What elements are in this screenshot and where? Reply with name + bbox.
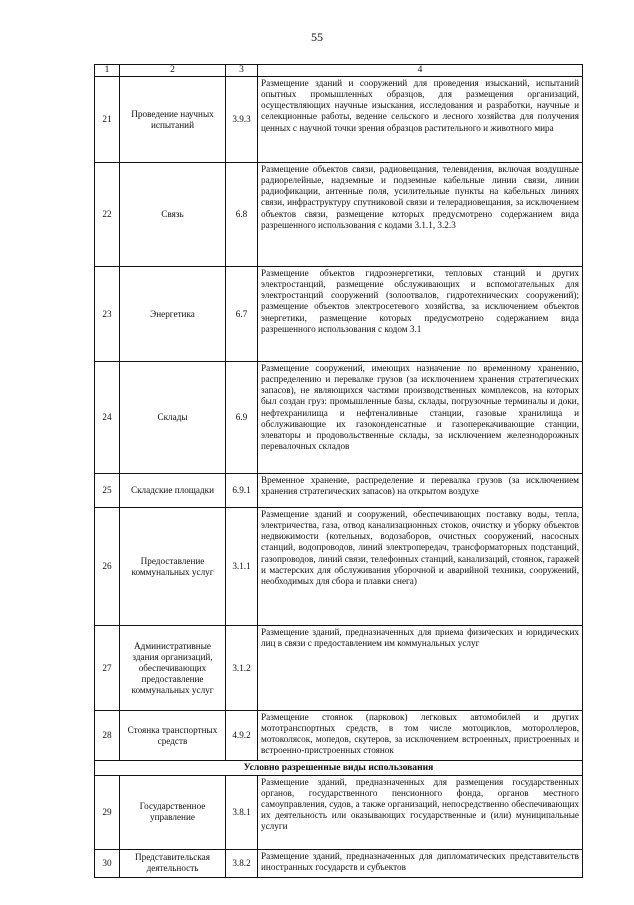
land-use-description: Размещение зданий, предназначенных для размещения государственных органов, государственного пенсионного фонда, органов местного самоуправления, судов, а также организаций, непосредственно обеспечивающих их деятельность или оказывающих государственные и (или) муниципальные услуги	[258, 775, 583, 849]
row-number: 30	[95, 849, 120, 877]
land-use-name: Административные здания организаций, обеспечивающих предоставление коммунальных услуг	[120, 626, 226, 711]
table-row	[95, 711, 583, 761]
land-use-description: Размещение объектов связи, радиовещания, телевидения, включая воздушные радиорелейные, надземные и подземные кабельные линии связи, линии радиофикации, антенные поля, усилительные пункты на кабельных линиях связи, инфраструктуру спутниковой связи и телерадиовещания, за исключением объектов связи, размещение которых предусмотрено содержанием вида разрешенного использования с кодами 3.1.1, 3.2.3	[258, 163, 583, 267]
land-use-code: 3.8.1	[226, 775, 258, 849]
land-use-description: Размещение стоянок (парковок) легковых автомобилей и других мототранспортных средств, в том числе мотоциклов, мотороллеров, мотоколясок, мопедов, скутеров, за исключением встроенных, пристроенных и встроенно-пристроенных стоянок	[258, 711, 583, 761]
land-use-code: 6.8	[226, 163, 258, 267]
land-use-code: 3.9.3	[226, 77, 258, 163]
row-number: 26	[95, 508, 120, 626]
row-number: 22	[95, 163, 120, 267]
column-number-cell: 4	[258, 65, 583, 77]
land-use-description: Размещение зданий и сооружений для проведения изысканий, испытаний опытных промышленных образцов, для размещения организаций, осуществляющих научные изыскания, исследования и разработки, научные и селекционные работы, ведение сельского и лесного хозяйства для получения ценных с научной точки зрения образцов растительного и животного мира	[258, 77, 583, 163]
table-row	[95, 775, 583, 849]
column-number-cell: 3	[226, 65, 258, 77]
land-use-name: Представительская деятельность	[120, 849, 226, 877]
land-use-code: 4.9.2	[226, 711, 258, 761]
row-number: 28	[95, 711, 120, 761]
land-use-code: 6.9	[226, 362, 258, 474]
land-use-name: Энергетика	[120, 267, 226, 362]
land-use-code: 6.7	[226, 267, 258, 362]
row-number: 25	[95, 474, 120, 508]
row-number: 24	[95, 362, 120, 474]
table-row	[95, 508, 583, 626]
row-number: 29	[95, 775, 120, 849]
table-row	[95, 474, 583, 508]
land-use-name: Связь	[120, 163, 226, 267]
table-row	[95, 626, 583, 711]
row-number: 23	[95, 267, 120, 362]
land-use-table	[94, 64, 583, 878]
land-use-description: Размещение объектов гидроэнергетики, тепловых станций и других электростанций, размещение обслуживающих и вспомогательных для электростанций сооружений (золоотвалов, гидротехнических сооружений); размещение объектов электросетевого хозяйства, за исключением объектов энергетики, размещение которых предусмотрено содержанием вида разрешенного использования с кодом 3.1	[258, 267, 583, 362]
table-row	[95, 267, 583, 362]
land-use-name: Проведение научных испытаний	[120, 77, 226, 163]
column-number-row	[95, 65, 583, 77]
land-use-code: 3.1.2	[226, 626, 258, 711]
land-use-name: Складские площадки	[120, 474, 226, 508]
land-use-description: Размещение зданий, предназначенных для дипломатических представительств иностранных государств и субъектов	[258, 849, 583, 877]
land-use-name: Государственное управление	[120, 775, 226, 849]
land-use-name: Предоставление коммунальных услуг	[120, 508, 226, 626]
table-row	[95, 849, 583, 877]
land-use-description: Размещение сооружений, имеющих назначение по временному хранению, распределению и перевалке грузов (за исключением хранения стратегических запасов), не являющихся частями производственных комплексов, на которых был создан груз: промышленные базы, склады, погрузочные терминалы и доки, нефтехранилища и нефтеналивные станции, газовые хранилища и обслуживающие их газоконденсатные и газоперекачивающие станции, элеваторы и продовольственные склады, за исключением железнодорожных перевалочных складов	[258, 362, 583, 474]
section-header-row	[95, 761, 583, 776]
page-number: 55	[311, 30, 323, 44]
column-number-cell: 2	[120, 65, 226, 77]
table-row	[95, 77, 583, 163]
land-use-code: 6.9.1	[226, 474, 258, 508]
land-use-description: Размещение зданий и сооружений, обеспечивающих поставку воды, тепла, электричества, газа, отвод канализационных стоков, очистку и уборку объектов недвижимости (котельных, водозаборов, очистных сооружений, насосных станций, водопроводов, линий электропередач, трансформаторных подстанций, газопроводов, линий связи, телефонных станций, канализаций, стоянок, гаражей и мастерских для обслуживания уборочной и аварийной техники, сооружений, необходимых для сбора и плавки снега)	[258, 508, 583, 626]
row-number: 21	[95, 77, 120, 163]
land-use-description: Размещение зданий, предназначенных для приема физических и юридических лиц в связи с предоставлением им коммунальных услуг	[258, 626, 583, 711]
column-number-cell: 1	[95, 65, 120, 77]
table-row	[95, 163, 583, 267]
land-use-name: Стоянка транспортных средств	[120, 711, 226, 761]
land-use-code: 3.8.2	[226, 849, 258, 877]
land-use-description: Временное хранение, распределение и перевалка грузов (за исключением хранения стратегических запасов) на открытом воздухе	[258, 474, 583, 508]
land-use-code: 3.1.1	[226, 508, 258, 626]
table-row	[95, 362, 583, 474]
section-title: Условно разрешенные виды использования	[95, 761, 583, 776]
row-number: 27	[95, 626, 120, 711]
land-use-name: Склады	[120, 362, 226, 474]
